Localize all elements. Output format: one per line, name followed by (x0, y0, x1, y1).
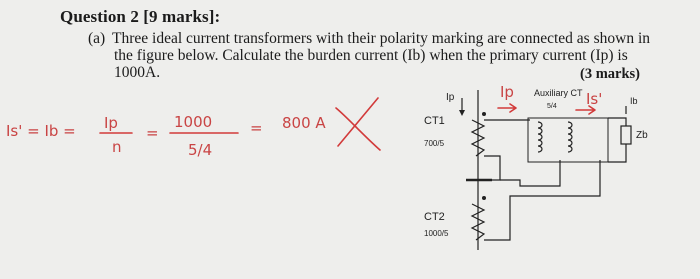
zb-label: Zb (636, 130, 648, 141)
hw-eq2: = (250, 119, 263, 137)
burden-wire-bottom (608, 144, 626, 162)
hw-eq1: = (146, 124, 159, 142)
ct1-polarity-dot (482, 112, 486, 116)
hw-den: 5/4 (188, 141, 213, 159)
question-line-1: (a) Three ideal current transformers with their polarity marking are connected as shown in (88, 30, 650, 47)
burden-wire-top (608, 118, 626, 126)
aux-ct-ratio: 5/4 (547, 103, 557, 110)
hw-ip: Ip (104, 114, 118, 132)
ib-label: Ib (630, 96, 638, 106)
question-title: Question 2 [9 marks]: (60, 7, 221, 26)
sec-wire-bottom (484, 160, 600, 240)
hw-is-annotation: Is' (586, 90, 603, 108)
ct2-polarity-dot (482, 196, 486, 200)
hw-ip-annotation: Ip (500, 83, 514, 101)
marks-label: (3 marks) (580, 66, 641, 82)
hw-lhs: Is' = Ib = (6, 122, 76, 140)
hw-num: 1000 (174, 113, 213, 131)
ip-arrow-head (459, 110, 465, 116)
part-label: (a) (88, 30, 106, 47)
question-line-3: 1000A. (114, 64, 161, 81)
ip-label: Ip (446, 92, 455, 103)
hw-result: 800 A (282, 114, 326, 132)
aux-primary-coil (538, 122, 542, 152)
sec-wire-return (500, 160, 560, 186)
hw-n: n (112, 138, 122, 156)
burden-resistor (621, 126, 631, 144)
aux-ct-label: Auxiliary CT (534, 88, 583, 98)
ct1-label: CT1 (424, 115, 445, 127)
question-line-2: the figure below. Calculate the burden current (Ib) when the primary current (Ip) is (114, 47, 628, 64)
ct1-ratio: 700/5 (424, 139, 445, 148)
ct2-label: CT2 (424, 211, 445, 223)
ct2-ratio: 1000/5 (424, 229, 449, 238)
sec-wire-mid (484, 156, 500, 180)
aux-secondary-coil (568, 122, 572, 152)
